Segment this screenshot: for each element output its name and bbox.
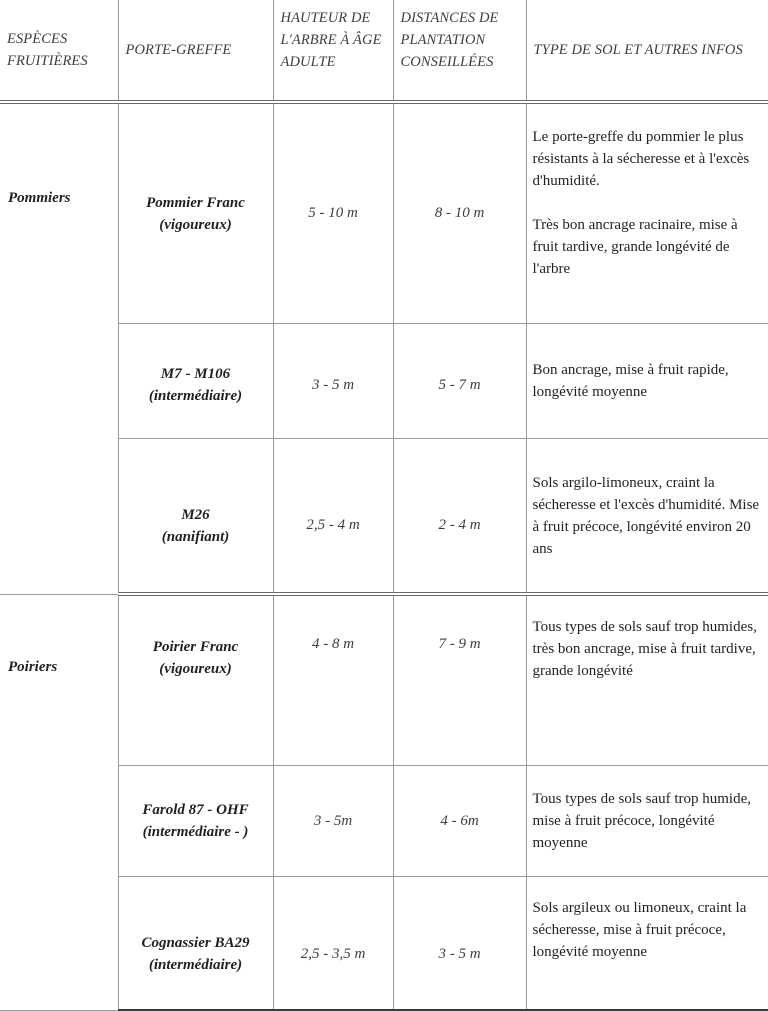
header-rootstock: PORTE-GREFFE <box>118 0 273 102</box>
rootstock-name: Cognassier BA29 <box>141 935 250 951</box>
rootstock-note: (nanifiant) <box>161 528 230 545</box>
header-height: HAUTEUR DE L'ARBRE À ÂGE ADULTE <box>273 0 393 102</box>
rootstock-name: Farold 87 - OHF <box>142 802 249 818</box>
species-cell: Poiriers <box>0 594 118 1010</box>
distance-cell: 8 - 10 m <box>393 102 526 324</box>
info-paragraph: Bon ancrage, mise à fruit rapide, longévité moyenne <box>532 362 729 400</box>
header-distance: DISTANCES DE PLANTATION CONSEILLÉES <box>393 0 526 102</box>
header-row <box>0 0 768 102</box>
info-paragraph: Très bon ancrage racinaire, mise à fruit tardive, grande longévité de l'arbre <box>532 217 738 277</box>
info-cell <box>526 324 768 439</box>
rootstock-note: (intermédiaire) <box>148 957 243 973</box>
info-paragraph: Le porte-greffe du pommier le plus résistants à la sécheresse et à l'excès d'humidité. <box>532 129 750 189</box>
info-cell <box>526 594 768 766</box>
info-paragraph: Sols argileux ou limoneux, craint la sécheresse, mise à fruit précoce, longévité moyenne <box>532 900 747 960</box>
info-paragraph: Sols argilo-limoneux, craint la sécheresse et l'excès d'humidité. Mise à fruit précoce, longévité environ 20 ans <box>532 474 760 557</box>
rootstock-cell <box>118 102 273 324</box>
info-cell <box>526 766 768 877</box>
info-paragraph: Tous types de sols sauf trop humide, mise à fruit précoce, longévité moyenne <box>532 791 752 851</box>
distance-cell: 4 - 6m <box>393 766 526 877</box>
rootstock-cell <box>118 439 273 595</box>
distance-cell: 7 - 9 m <box>393 594 526 766</box>
table-row <box>0 102 768 324</box>
height-cell: 2,5 - 3,5 m <box>273 877 393 1011</box>
info-cell <box>526 439 768 595</box>
info-paragraph: Tous types de sols sauf trop humides, très bon ancrage, mise à fruit tardive, grande longévité <box>532 619 757 679</box>
rootstock-note: (vigoureux) <box>159 661 232 677</box>
table-row <box>0 594 768 766</box>
height-cell: 3 - 5 m <box>273 324 393 439</box>
distance-cell: 3 - 5 m <box>393 877 526 1011</box>
species-cell: Pommiers <box>0 102 118 594</box>
rootstock-name: Pommier Franc <box>146 194 245 211</box>
distance-cell: 5 - 7 m <box>393 324 526 439</box>
rootstock-name: M26 <box>181 506 210 523</box>
rootstock-note: (intermédiaire - ) <box>142 824 249 840</box>
rootstock-cell <box>118 766 273 877</box>
rootstock-cell <box>118 324 273 439</box>
height-cell: 4 - 8 m <box>273 594 393 766</box>
rootstock-note: (vigoureux) <box>159 216 232 233</box>
rootstock-name: Poirier Franc <box>152 639 239 655</box>
rootstock-note: (intermédiaire) <box>148 388 243 404</box>
header-species: ESPÈCES FRUITIÈRES <box>0 0 118 102</box>
header-soil-info: TYPE DE SOL ET AUTRES INFOS <box>526 0 768 102</box>
rootstock-cell <box>118 594 273 766</box>
height-cell: 3 - 5m <box>273 766 393 877</box>
info-cell <box>526 102 768 324</box>
height-cell: 5 - 10 m <box>273 102 393 324</box>
rootstock-name: M7 - M106 <box>160 366 231 382</box>
height-cell: 2,5 - 4 m <box>273 439 393 595</box>
distance-cell: 2 - 4 m <box>393 439 526 595</box>
